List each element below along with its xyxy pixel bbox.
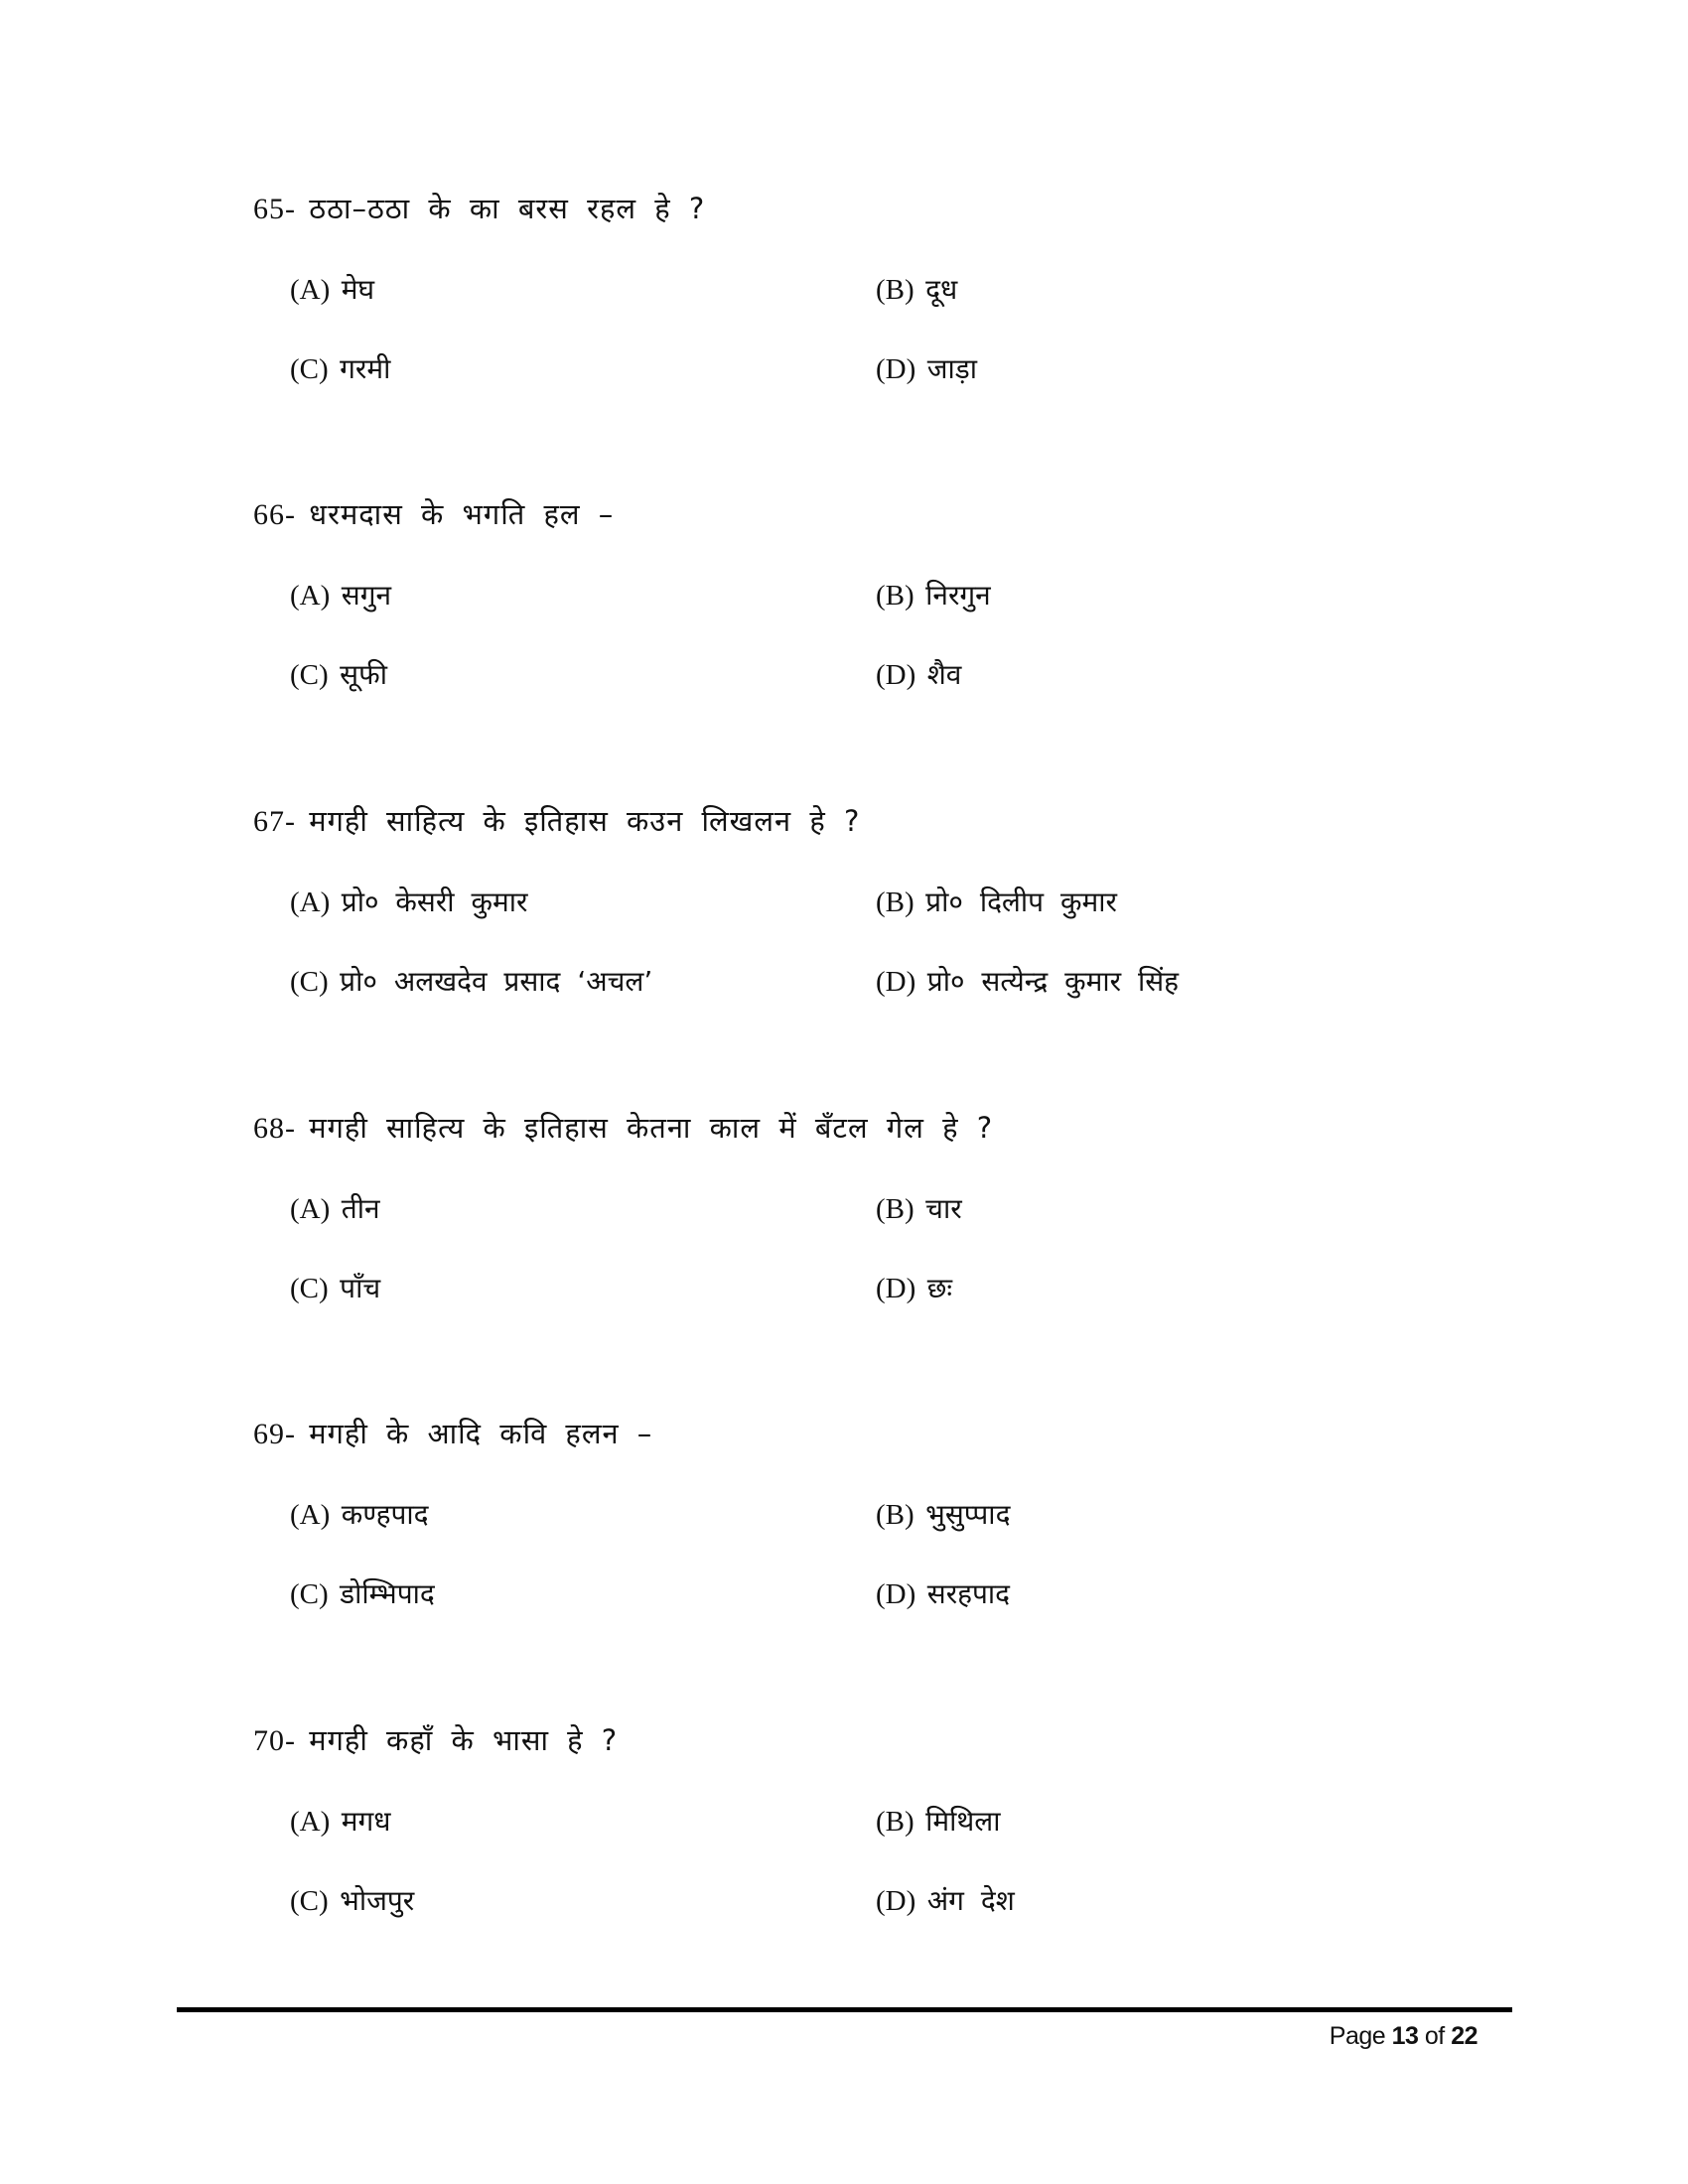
option-c xyxy=(290,1881,414,1919)
option-label: (A) xyxy=(290,887,331,918)
option-label: (A) xyxy=(290,580,331,612)
option-b xyxy=(876,1495,1010,1533)
question-stem xyxy=(253,801,860,840)
option-d xyxy=(876,1881,1015,1919)
question-text: ठठा–ठठा के का बरस रहल हे ? xyxy=(309,192,706,225)
option-label: (D) xyxy=(876,659,916,691)
option-text: छः xyxy=(926,1272,953,1304)
option-d xyxy=(876,1269,952,1306)
page-of: of xyxy=(1424,2022,1445,2050)
option-label: (C) xyxy=(290,659,329,691)
question-text: मगही कहाँ के भासा हे ? xyxy=(309,1723,619,1757)
option-text: गरमी xyxy=(340,352,391,385)
question-stem xyxy=(253,1108,993,1147)
option-a xyxy=(290,1802,391,1840)
option-text: भुसुप्पाद xyxy=(925,1498,1011,1531)
option-a xyxy=(290,883,527,920)
page-number xyxy=(1330,2022,1477,2051)
option-text: मेघ xyxy=(341,273,375,306)
option-d xyxy=(876,655,961,693)
question-number: 65- xyxy=(253,193,296,225)
option-b xyxy=(876,1802,1001,1840)
option-a xyxy=(290,1495,428,1533)
option-text: पाँच xyxy=(340,1272,381,1304)
option-label: (B) xyxy=(876,887,914,918)
option-b xyxy=(876,576,991,614)
option-label: (B) xyxy=(876,1499,914,1531)
option-text: सूफी xyxy=(340,658,387,691)
option-text: अंग देश xyxy=(926,1884,1015,1917)
question-text: मगही के आदि कवि हलन – xyxy=(309,1417,653,1450)
option-label: (D) xyxy=(876,966,916,998)
option-b xyxy=(876,270,957,308)
option-c xyxy=(290,655,387,693)
question-stem xyxy=(253,1720,618,1759)
option-label: (C) xyxy=(290,966,329,998)
option-label: (D) xyxy=(876,1885,916,1917)
option-b xyxy=(876,1189,962,1227)
option-label: (C) xyxy=(290,353,329,385)
option-c xyxy=(290,962,652,1000)
question-number: 66- xyxy=(253,498,296,531)
option-label: (A) xyxy=(290,1193,331,1225)
option-text: जाड़ा xyxy=(926,352,978,385)
option-text: सगुन xyxy=(341,579,391,612)
option-label: (C) xyxy=(290,1578,329,1610)
option-label: (B) xyxy=(876,1193,914,1225)
question-number: 69- xyxy=(253,1418,296,1450)
option-label: (A) xyxy=(290,1499,331,1531)
option-text: सरहपाद xyxy=(926,1577,1011,1610)
option-text: प्रो० दिलीप कुमार xyxy=(925,886,1117,918)
option-d xyxy=(876,1574,1010,1612)
question-text: मगही साहित्य के इतिहास केतना काल में बँटल गेल हे ? xyxy=(309,1111,994,1145)
question-number: 70- xyxy=(253,1724,296,1757)
option-text: तीन xyxy=(341,1192,380,1225)
total-pages: 22 xyxy=(1451,2022,1477,2050)
option-text: शैव xyxy=(926,658,962,691)
question-stem xyxy=(253,189,705,227)
option-c xyxy=(290,1269,380,1306)
option-label: (D) xyxy=(876,1273,916,1304)
option-text: कण्हपाद xyxy=(341,1498,429,1531)
option-c xyxy=(290,349,390,387)
option-text: दूध xyxy=(925,273,958,306)
question-stem xyxy=(253,1414,652,1452)
option-d xyxy=(876,962,1179,1000)
option-text: निरगुन xyxy=(925,579,991,612)
option-d xyxy=(876,349,977,387)
option-text: मगध xyxy=(341,1805,391,1838)
option-label: (A) xyxy=(290,274,331,306)
current-page: 13 xyxy=(1391,2022,1419,2050)
option-label: (C) xyxy=(290,1885,329,1917)
question-stem xyxy=(253,494,614,533)
option-text: प्रो० अलखदेव प्रसाद ‘अचल’ xyxy=(340,965,653,998)
option-a xyxy=(290,576,391,614)
option-label: (C) xyxy=(290,1273,329,1304)
page-prefix: Page xyxy=(1329,2022,1386,2050)
option-label: (B) xyxy=(876,1806,914,1838)
option-c xyxy=(290,1574,435,1612)
option-text: प्रो० केसरी कुमार xyxy=(341,886,528,918)
option-label: (A) xyxy=(290,1806,331,1838)
footer-divider xyxy=(177,2007,1512,2012)
option-label: (B) xyxy=(876,580,914,612)
option-text: मिथिला xyxy=(925,1805,1001,1838)
option-a xyxy=(290,1189,380,1227)
option-text: भोजपुर xyxy=(340,1884,415,1917)
question-number: 67- xyxy=(253,805,296,838)
option-text: डोम्भिपाद xyxy=(340,1577,435,1610)
option-b xyxy=(876,883,1117,920)
option-text: प्रो० सत्येन्द्र कुमार सिंह xyxy=(926,965,1180,998)
option-label: (D) xyxy=(876,1578,916,1610)
question-text: धरमदास के भगति हल – xyxy=(309,497,615,531)
question-number: 68- xyxy=(253,1112,296,1145)
option-label: (B) xyxy=(876,274,914,306)
option-text: चार xyxy=(925,1192,962,1225)
question-text: मगही साहित्य के इतिहास कउन लिखलन हे ? xyxy=(309,804,861,838)
option-a xyxy=(290,270,374,308)
option-label: (D) xyxy=(876,353,916,385)
